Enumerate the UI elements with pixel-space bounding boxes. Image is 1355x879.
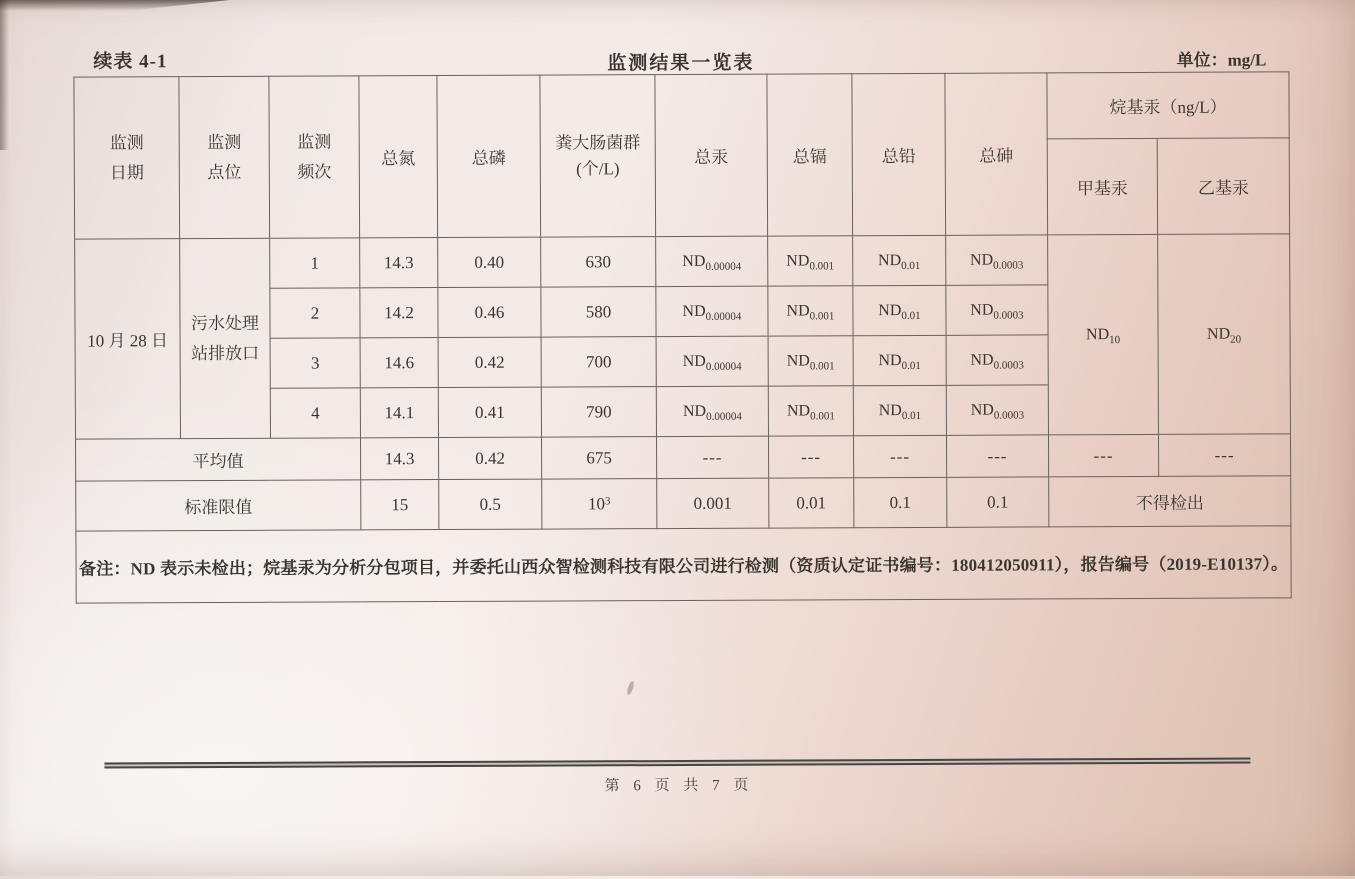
nd-subscript: 0.01 bbox=[901, 259, 921, 272]
nd-subscript: 0.00004 bbox=[706, 410, 742, 423]
cell-total-cadmium: 0.01 bbox=[769, 478, 854, 528]
nd-base: ND bbox=[970, 351, 994, 369]
cell-total-arsenic: --- bbox=[946, 435, 1048, 477]
cell-total-lead bbox=[853, 285, 946, 335]
nd-subscript: 0.00004 bbox=[705, 310, 742, 323]
nd-subscript: 0.001 bbox=[810, 409, 835, 422]
cell-total-mercury bbox=[656, 236, 768, 286]
cell-fecal-coliform: 580 bbox=[541, 287, 656, 338]
cell-fecal-coliform: 630 bbox=[541, 237, 656, 288]
nd-base: ND bbox=[878, 351, 902, 369]
cell-fecal-coliform: 790 bbox=[541, 387, 656, 438]
nd-base: ND bbox=[786, 251, 810, 270]
average-row bbox=[75, 434, 1290, 481]
cell-total-phosphorus: 0.42 bbox=[438, 337, 541, 387]
limit-label: 标准限值 bbox=[76, 480, 361, 531]
header-cell-date bbox=[74, 77, 180, 239]
nd-subscript: 0.001 bbox=[809, 309, 835, 322]
header-cell-total-lead: 总铅 bbox=[852, 73, 946, 235]
cell-total-mercury: --- bbox=[656, 436, 768, 478]
data-row bbox=[75, 234, 1290, 289]
table-continuation-label: 续表 4-1 bbox=[93, 51, 168, 73]
cell-total-lead bbox=[853, 335, 946, 385]
nd-subscript: 0.01 bbox=[901, 409, 922, 422]
cell-date: 10 月 28 日 bbox=[75, 239, 181, 439]
cell-total-arsenic: 0.1 bbox=[947, 477, 1049, 527]
cell-total-mercury: 0.001 bbox=[657, 478, 769, 528]
cell-total-phosphorus: 0.41 bbox=[438, 387, 541, 437]
nd-base: ND bbox=[878, 401, 902, 419]
cell-alkyl-limit: 不得检出 bbox=[1049, 476, 1291, 527]
cell-frequency: 1 bbox=[270, 238, 360, 288]
header-cell-total-mercury: 总汞 bbox=[655, 74, 768, 236]
header-cell-total-cadmium: 总镉 bbox=[767, 74, 853, 236]
cell-total-nitrogen: 14.1 bbox=[360, 388, 438, 438]
cell-total-mercury bbox=[656, 386, 768, 436]
nd-base: ND bbox=[970, 251, 994, 269]
power-base: 10 bbox=[587, 493, 606, 513]
header-unit: (个/L) bbox=[576, 158, 620, 178]
nd-base: ND bbox=[786, 401, 811, 420]
cell-total-cadmium bbox=[768, 286, 853, 336]
header-cell-total-nitrogen: 总氮 bbox=[359, 76, 438, 238]
nd-subscript: 0.00004 bbox=[705, 260, 742, 273]
nd-base: ND bbox=[878, 251, 902, 269]
nd-subscript: 0.001 bbox=[809, 359, 835, 372]
nd-base: ND bbox=[970, 301, 994, 319]
cell-total-lead: 0.1 bbox=[854, 477, 947, 527]
header-label: 监测频次 bbox=[297, 132, 332, 182]
cell-total-cadmium: --- bbox=[768, 436, 853, 478]
header-cell-methyl-mercury: 甲基汞 bbox=[1047, 138, 1157, 234]
cell-total-arsenic bbox=[946, 235, 1048, 285]
cell-total-cadmium bbox=[768, 336, 853, 386]
cell-fecal-coliform: 700 bbox=[541, 337, 656, 388]
cell-total-nitrogen: 14.3 bbox=[360, 438, 438, 480]
cell-methyl-mercury: --- bbox=[1048, 434, 1158, 476]
nd-subscript: 0.0003 bbox=[993, 358, 1024, 372]
header-cell-ethyl-mercury: 乙基汞 bbox=[1157, 138, 1289, 235]
cell-fecal-coliform: 675 bbox=[541, 437, 656, 480]
nd-base: ND bbox=[786, 351, 810, 370]
cell-total-nitrogen: 14.6 bbox=[360, 338, 438, 388]
header-cell-total-phosphorus: 总磷 bbox=[437, 75, 541, 237]
cell-total-phosphorus: 0.42 bbox=[438, 437, 541, 479]
nd-base: ND bbox=[1085, 325, 1110, 343]
page-title: 监测结果一览表 bbox=[607, 52, 755, 75]
cell-total-lead bbox=[853, 385, 946, 435]
header-cell-alkyl-mercury: 烷基汞（ng/L） bbox=[1047, 72, 1289, 139]
cell-total-phosphorus: 0.5 bbox=[439, 479, 542, 529]
cell-total-nitrogen: 14.3 bbox=[360, 238, 438, 288]
nd-subscript: 0.01 bbox=[901, 359, 921, 372]
note-row bbox=[76, 526, 1291, 603]
title-bar bbox=[73, 39, 1288, 74]
cell-total-arsenic bbox=[946, 335, 1048, 385]
cell-frequency: 3 bbox=[270, 338, 360, 388]
cell-total-arsenic bbox=[946, 385, 1048, 435]
nd-subscript: 0.001 bbox=[809, 259, 835, 272]
header-label: 监测日期 bbox=[109, 133, 144, 182]
header-cell-fecal-coliform bbox=[540, 75, 656, 238]
cell-total-lead bbox=[853, 235, 946, 285]
monitoring-results-table bbox=[73, 71, 1291, 603]
header-label: 监测点位 bbox=[207, 132, 242, 182]
nd-subscript: 0.01 bbox=[901, 309, 921, 322]
nd-base: ND bbox=[682, 352, 706, 370]
header-cell-frequency bbox=[269, 76, 360, 238]
nd-base: ND bbox=[682, 402, 707, 420]
header-label: 粪大肠菌群 bbox=[555, 133, 641, 153]
page-number: 第 6 页 共 7 页 bbox=[604, 777, 754, 795]
nd-base: ND bbox=[786, 301, 810, 320]
nd-subscript: 10 bbox=[1109, 333, 1121, 346]
cell-methyl-mercury bbox=[1048, 234, 1159, 434]
nd-base: ND bbox=[878, 301, 902, 319]
nd-subscript: 0.00004 bbox=[705, 360, 742, 373]
nd-base: ND bbox=[682, 302, 706, 320]
cell-ethyl-mercury: --- bbox=[1158, 434, 1290, 477]
nd-base: ND bbox=[682, 252, 706, 270]
nd-base: ND bbox=[970, 401, 994, 419]
cell-total-arsenic bbox=[946, 285, 1048, 335]
limit-row bbox=[76, 476, 1291, 531]
header-cell-site bbox=[179, 76, 270, 238]
header-row-1 bbox=[74, 72, 1289, 143]
cell-frequency: 4 bbox=[270, 388, 360, 438]
header-cell-total-arsenic: 总砷 bbox=[945, 73, 1048, 235]
nd-subscript: 0.0003 bbox=[993, 408, 1025, 422]
cell-total-mercury bbox=[656, 336, 768, 386]
nd-subscript: 0.0003 bbox=[993, 258, 1024, 272]
nd-base: ND bbox=[1206, 325, 1231, 343]
cell-total-phosphorus: 0.46 bbox=[438, 287, 541, 337]
cell-ethyl-mercury bbox=[1158, 234, 1291, 435]
note-text: 备注：ND 表示未检出；烷基汞为分析分包项目，并委托山西众智检测科技有限公司进行检测（资质认定证书编号：180412050911），报告编号（2019-E10137）。 bbox=[76, 526, 1291, 603]
cell-total-mercury bbox=[656, 286, 768, 336]
power-exponent: 3 bbox=[604, 494, 611, 507]
average-label: 平均值 bbox=[75, 438, 360, 481]
nd-subscript: 0.0003 bbox=[993, 308, 1024, 322]
footer-rule bbox=[104, 758, 1250, 769]
cell-fecal-coliform bbox=[542, 479, 657, 530]
nd-subscript: 20 bbox=[1230, 333, 1242, 346]
cell-total-nitrogen: 14.2 bbox=[360, 288, 438, 338]
cell-total-lead: --- bbox=[853, 435, 946, 477]
site-label: 污水处理站排放口 bbox=[190, 313, 260, 363]
cell-total-cadmium bbox=[768, 386, 853, 436]
cell-frequency: 2 bbox=[270, 288, 360, 338]
unit-label: 单位：mg/L bbox=[1176, 50, 1267, 70]
cell-total-nitrogen: 15 bbox=[361, 480, 439, 530]
cell-total-cadmium bbox=[768, 236, 853, 286]
cell-total-phosphorus: 0.40 bbox=[438, 237, 541, 287]
cell-site bbox=[180, 238, 271, 438]
